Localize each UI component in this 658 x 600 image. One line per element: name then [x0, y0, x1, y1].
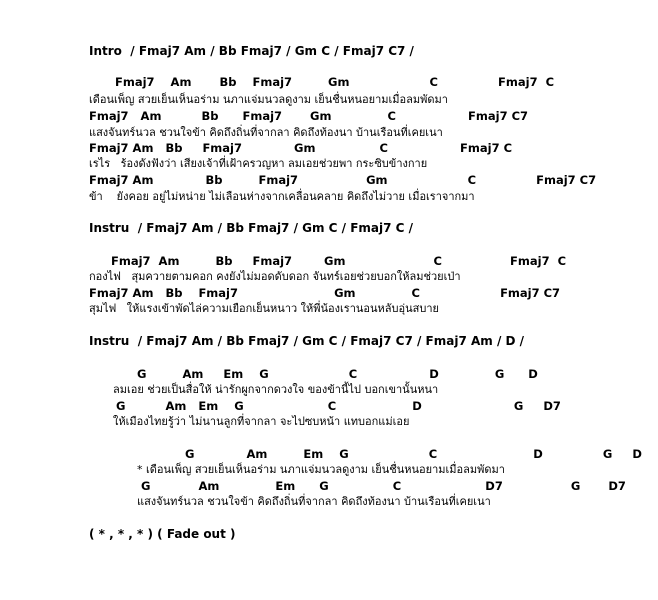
- chord-line: G Am Em G C D G D: [185, 447, 642, 461]
- chord-line: Fmaj7 Am Bb Fmaj7 Gm C Fmaj7 C: [111, 254, 567, 268]
- chord-line: Fmaj7 Am Bb Fmaj7 Gm C Fmaj7 C7: [89, 286, 561, 300]
- lyric-line: ให้เมืองไทยรู้ว่า ไม่นานลูกที่จากลา จะไปซบหน้า แทบอกแม่เอย: [113, 415, 410, 428]
- chord-line: G Am Em G C D7 G D7: [141, 479, 626, 493]
- lyric-line: แสงจันทร์นวล ชวนใจข้า คิดถึงถิ่นที่จากลา คิดถึงท้องนา บ้านเรือนที่เคยเนา: [89, 126, 443, 139]
- lyric-line: กองไฟ สุมควายตามคอก คงยังไม่มอดดับดอก จันทร์เอยช่วยบอกให้ลมช่วยเป่า: [89, 270, 461, 283]
- section-header: Instru / Fmaj7 Am / Bb Fmaj7 / Gm C / Fmaj7 C /: [89, 221, 414, 235]
- lyric-line: ข้า ยังคอย อยู่ไม่หน่าย ไม่เลือนห่างจากเคลื่อนคลาย คิดถึงไม่วาย เมื่อเราจากมา: [89, 190, 475, 203]
- lyric-line: ลมเอย ช่วยเป็นสื่อให้ น่ารักผูกจากดวงใจ ของข้านี้ไป บอกเขานั้นหนา: [113, 383, 439, 396]
- section-header: Instru / Fmaj7 Am / Bb Fmaj7 / Gm C / Fmaj7 C7 / Fmaj7 Am / D /: [89, 334, 525, 348]
- chord-line: Fmaj7 Am Bb Fmaj7 Gm C Fmaj7 C7: [89, 173, 597, 187]
- lyric-line: * เดือนเพ็ญ สวยเย็นเห็นอร่าม นภาแจ่มนวลดูงาม เย็นชื่นหนอยามเมื่อลมพัดมา: [137, 463, 505, 476]
- lyric-line: เดือนเพ็ญ สวยเย็นเห็นอร่าม นภาแจ่มนวลดูงาม เย็นชื่นหนอยามเมื่อลมพัดมา: [89, 93, 448, 106]
- chord-line: Fmaj7 Am Bb Fmaj7 Gm C Fmaj7 C: [115, 75, 555, 89]
- chord-line: G Am Em G C D G D7: [116, 399, 561, 413]
- section-header: Intro / Fmaj7 Am / Bb Fmaj7 / Gm C / Fmaj7 C7 /: [89, 44, 414, 58]
- chord-line: Fmaj7 Am Bb Fmaj7 Gm C Fmaj7 C7: [89, 109, 529, 123]
- chord-line: G Am Em G C D G D: [137, 367, 538, 381]
- section-header: ( * , * , * ) ( Fade out ): [89, 527, 236, 541]
- lyric-line: สุมไฟ ให้แรงเข้าพัดไล่ความเยือกเย็นหนาว ให้พี่น้องเรานอนหลับอุ่นสบาย: [89, 302, 439, 315]
- lyric-line: แสงจันทร์นวล ชวนใจข้า คิดถึงถิ่นที่จากลา คิดถึงท้องนา บ้านเรือนที่เคยเนา: [137, 495, 491, 508]
- chord-line: Fmaj7 Am Bb Fmaj7 Gm C Fmaj7 C: [89, 141, 513, 155]
- lyric-line: เรไร ร้องดังฟังว่า เสียงเจ้าที่เฝ้าครวญหา ลมเอยช่วยพา กระซิบข้างกาย: [89, 157, 428, 170]
